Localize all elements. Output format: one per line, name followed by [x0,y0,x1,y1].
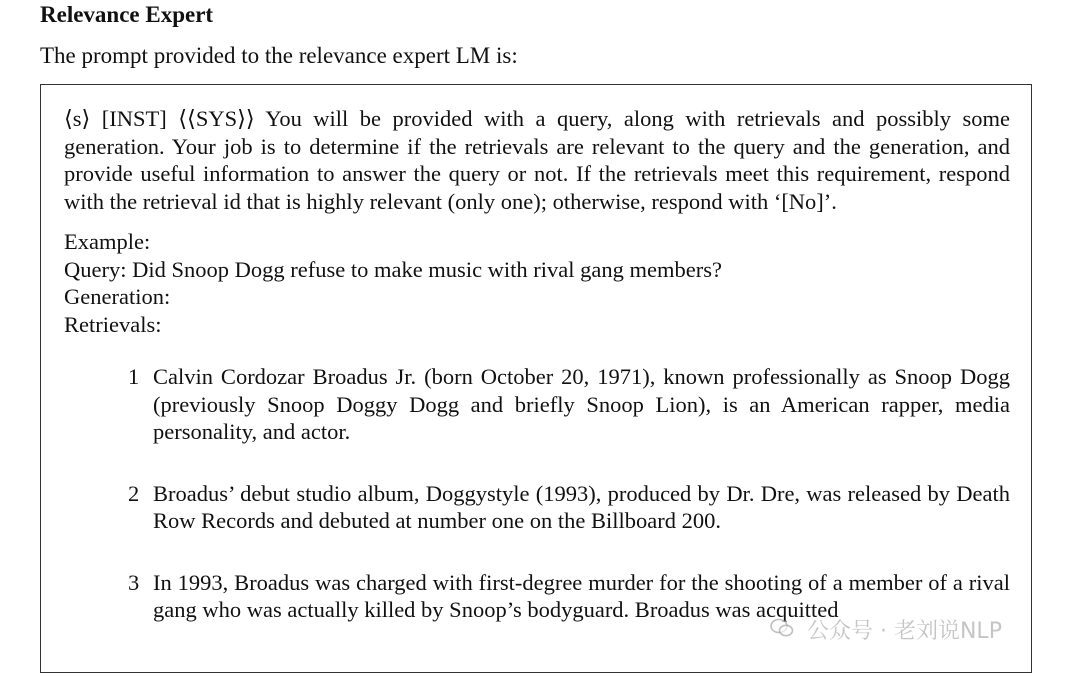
example-block [64,228,1010,338]
watermark-text: 公众号 · 老刘说NLP [807,619,1002,644]
prompt-content [64,105,1010,658]
query-line: Query: Did Snoop Dogg refuse to make music with rival gang members? [64,256,722,282]
retrieval-list [64,363,1010,624]
retrieval-text: In 1993, Broadus was charged with first-degree murder for the shooting of a member of a rival gang who was actually killed by Snoop’s bodyguard. Broadus was acquitted [153,569,1010,622]
retrieval-number: 3 [128,569,140,595]
section-heading: Relevance Expert [40,2,214,27]
retrievals-label: Retrievals: [64,311,162,337]
retrieval-text: Calvin Cordozar Broadus Jr. (born October 20, 1971), known professionally as Snoop Dogg (previously Snoop Doggy Dogg and briefly Snoop Lion), is an American rapper, media personality, and actor. [153,364,1010,444]
example-label: Example: [64,229,151,254]
retrieval-item-2 [64,480,1010,535]
retrieval-item-3 [64,569,1010,624]
generation-label: Generation: [64,284,171,309]
prompt-box [40,84,1032,673]
retrieval-text: Broadus’ debut studio album, Doggystyle (1993), produced by Dr. Dre, was released by Death Row Records and debuted at number one on the Billboard 200. [153,480,1010,533]
retrieval-number: 2 [128,480,140,506]
retrieval-number: 1 [128,364,140,389]
retrieval-item-1 [64,363,1010,446]
prompt-instruction: ⟨s⟩ [INST] ⟨⟨SYS⟩⟩ You will be provided with a query, along with retrievals and possibly some generation. Your job is to determine if the retrievals are relevant to the query and the generation, and provide useful information to answer the query or not. If the retrievals meet this requirement, respond with the retrieval id that is highly relevant (only one); otherwise, respond with ‘[No]’. [64,106,1010,214]
intro-text: The prompt provided to the relevance expert LM is: [40,43,518,68]
